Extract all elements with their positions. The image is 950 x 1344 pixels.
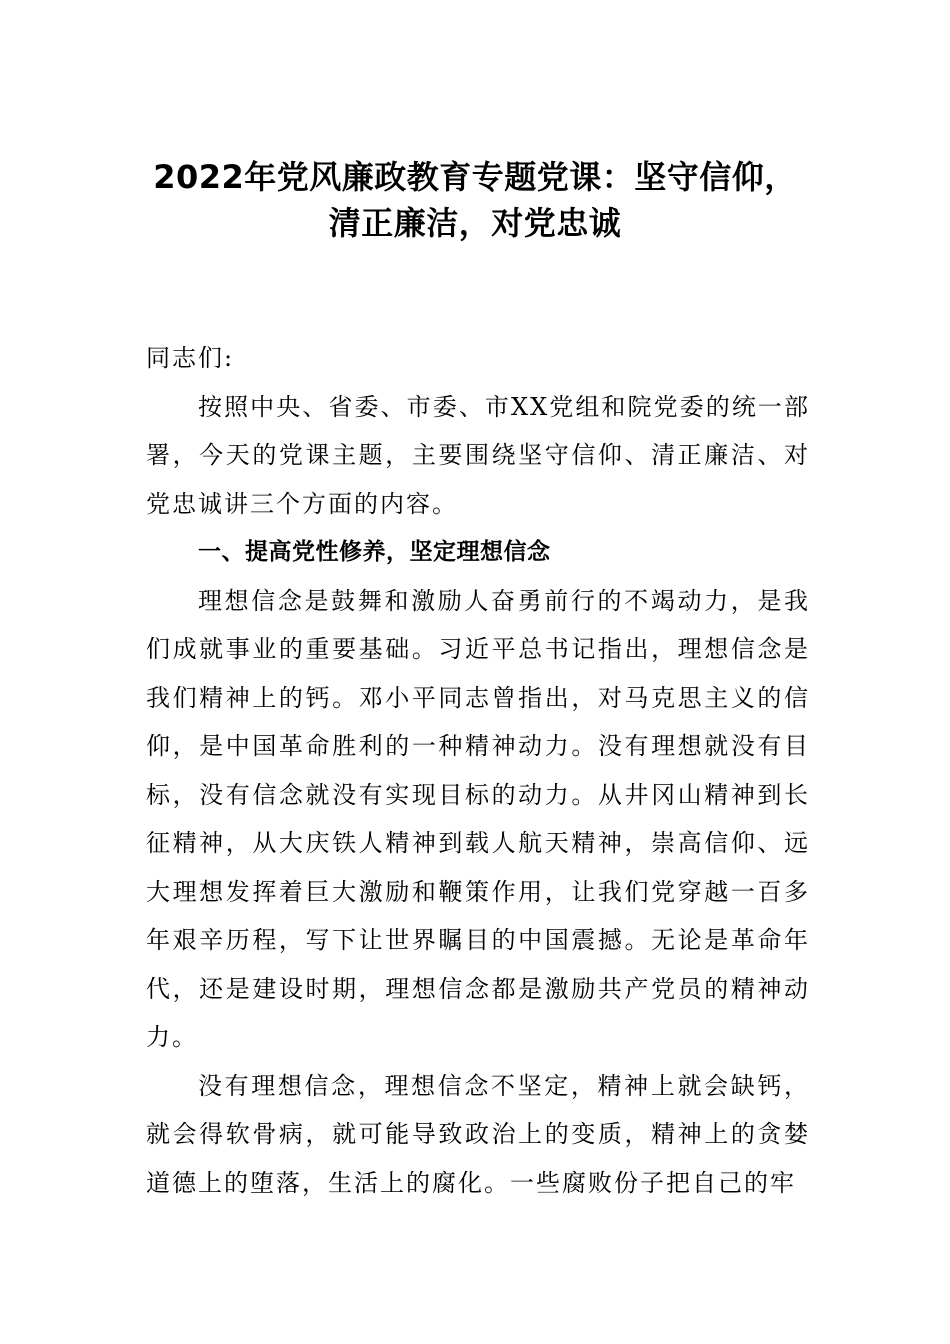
section1-paragraph-1: 理想信念是鼓舞和激励人奋勇前行的不竭动力，是我们成就事业的重要基础。习近平总书记指出，理想信念是我们精神上的钙。邓小平同志曾指出，对马克思主义的信仰，是中国革命胜利的一种精神动力。没有理想就没有目标，没有信念就没有实现目标的动力。从井冈山精神到长征精神，从大庆铁人精神到载人航天精神，崇高信仰、远大理想发挥着巨大激励和鞭策作用，让我们党穿越一百多年艰辛历程，写下让世界瞩目的中国震撼。无论是革命年代，还是建设时期，理想信念都是激励共产党员的精神动力。 — [146, 586, 810, 1051]
section-heading-1: 一、提高党性修养，坚定理想信念 — [198, 539, 551, 565]
salutation: 同志们: — [146, 344, 235, 372]
section1-paragraph-2: 没有理想信念，理想信念不坚定，精神上就会缺钙，就会得软骨病，就可能导致政治上的变质，精神上的贪婪道德上的堕落，生活上的腐化。一些腐败份子把自己的牢 — [146, 1071, 810, 1197]
document-body — [146, 334, 810, 1207]
document-title — [120, 154, 830, 246]
intro-paragraph: 按照中央、省委、市委、市XX党组和院党委的统一部署，今天的党课主题，主要围绕坚守信仰、清正廉洁、对党忠诚讲三个方面的内容。 — [146, 392, 810, 518]
title-line-1: 2022年党风廉政教育专题党课：坚守信仰， — [153, 158, 797, 196]
title-line-2: 清正廉洁，对党忠诚 — [328, 204, 622, 242]
